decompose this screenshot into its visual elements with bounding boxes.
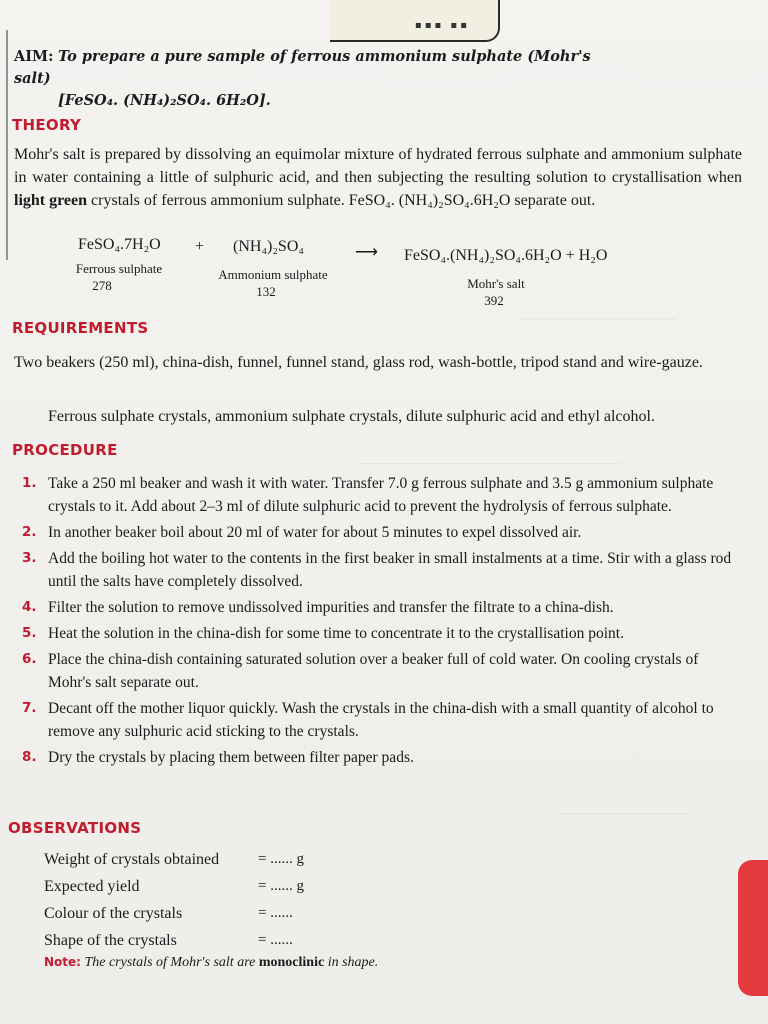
reactant2-name: Ammonium sulphate	[218, 267, 328, 282]
reactant1-name: Ferrous sulphate	[75, 261, 163, 276]
observation-row	[44, 900, 384, 927]
procedure-step	[22, 596, 738, 619]
observation-row	[44, 846, 384, 873]
step-text: Dry the crystals by placing them between filter paper pads.	[48, 749, 414, 766]
aim-block	[14, 46, 614, 112]
procedure-step	[22, 648, 738, 694]
procedure-step	[22, 472, 738, 518]
bleed-through-decoration: ————————————	[520, 310, 676, 325]
theory-heading: THEORY	[12, 116, 82, 134]
step-number: 1.	[22, 475, 37, 491]
observation-label: Shape of the crystals	[44, 931, 177, 949]
procedure-step	[22, 622, 738, 645]
reactant1-mass: 278	[92, 278, 112, 293]
reactant-ferrous-sulphate: FeSO₄.7H₂O	[78, 236, 161, 253]
product-formula: FeSO₄.(NH₄)₂SO₄.6H₂O + H₂O	[404, 247, 608, 264]
step-text: Take a 250 ml beaker and wash it with water. Transfer 7.0 g ferrous sulphate and 3.5 g ammonium sulphate crystals to it. Add about 2–3 ml of dilute sulphuric acid to prevent the hydrolysis of ferrous sulphate.	[48, 475, 714, 515]
aim-formula: [FeSO₄. (NH₄)₂SO₄. 6H₂O].	[58, 92, 271, 109]
procedure-step	[22, 547, 738, 593]
step-number: 6.	[22, 651, 37, 667]
ribbon-dots: ▪▪▪ ▪▪	[414, 20, 470, 31]
observation-value: = ...... g	[258, 878, 304, 894]
note-text-part2: in shape.	[327, 955, 379, 970]
note-line	[44, 955, 378, 971]
observation-value: = ...... g	[258, 851, 304, 867]
step-text: Add the boiling hot water to the contents in the first beaker in small instalments at a time. Stir with a glass rod until the salts have completely dissolved.	[48, 550, 732, 590]
step-text: Heat the solution in the china-dish for some time to concentrate it to the crystallisation point.	[48, 625, 624, 642]
observation-row	[44, 927, 384, 954]
step-number: 8.	[22, 749, 37, 765]
page-binding-edge	[6, 30, 8, 260]
observations-table	[44, 846, 384, 954]
theory-text-part2: crystals of ferrous ammonium sulphate. FeSO₄. (NH₄)₂SO₄.6H₂O separate out.	[87, 192, 596, 209]
observation-value: = ......	[258, 905, 293, 921]
step-number: 4.	[22, 599, 37, 615]
observations-heading: OBSERVATIONS	[8, 819, 142, 837]
reactant-ammonium-sulphate: (NH₄)₂SO₄	[233, 238, 304, 255]
observation-row	[44, 873, 384, 900]
requirements-apparatus: Two beakers (250 ml), china-dish, funnel, funnel stand, glass rod, wash-bottle, tripod stand and wire-gauze.	[14, 354, 703, 371]
header-ribbon	[330, 0, 500, 42]
observation-value: = ......	[258, 932, 293, 948]
aim-label: AIM:	[14, 48, 54, 65]
step-number: 5.	[22, 625, 37, 641]
step-number: 2.	[22, 524, 37, 540]
step-number: 3.	[22, 550, 37, 566]
step-number: 7.	[22, 700, 37, 716]
step-text: Decant off the mother liquor quickly. Wash the crystals in the china-dish with a small quantity of alcohol to remove any sulphuric acid sticking to the crystals.	[48, 700, 714, 740]
note-bold-word: monoclinic	[258, 955, 325, 970]
observation-label: Colour of the crystals	[44, 904, 183, 922]
note-text-part1: The crystals of Mohr's salt are	[84, 955, 256, 970]
procedure-heading: PROCEDURE	[12, 441, 118, 459]
theory-text-part1: Mohr's salt is prepared by dissolving an equimolar mixture of hydrated ferrous sulphate and ammonium sulphate in water containing a little of sulphuric acid, and then subjecting the resulting solution to crystallisation when	[14, 146, 742, 186]
theory-paragraph	[14, 143, 742, 212]
procedure-step	[22, 521, 738, 544]
observation-label: Weight of crystals obtained	[44, 850, 220, 868]
note-label: Note:	[44, 955, 81, 969]
observation-label: Expected yield	[44, 877, 140, 895]
plus-sign: +	[195, 238, 205, 255]
step-text: Filter the solution to remove undissolved impurities and transfer the filtrate to a china-dish.	[48, 599, 614, 616]
product-mass: 392	[484, 293, 504, 308]
bleed-through-decoration: ————————————————————	[360, 455, 620, 470]
procedure-step	[22, 746, 738, 769]
procedure-step	[22, 697, 738, 743]
reaction-arrow: ⟶	[355, 244, 378, 261]
aim-text: To prepare a pure sample of ferrous ammonium sulphate (Mohr's salt)	[14, 48, 591, 87]
procedure-steps	[22, 472, 738, 772]
step-text: In another beaker boil about 20 ml of water for about 5 minutes to expel dissolved air.	[48, 524, 582, 541]
chapter-edge-tab	[738, 860, 768, 996]
bleed-through-decoration: ——————————	[560, 805, 690, 820]
reactant2-mass: 132	[256, 284, 276, 299]
theory-bold-phrase: light green	[14, 192, 88, 209]
requirements-heading: REQUIREMENTS	[12, 319, 149, 337]
product-name: Mohr's salt	[467, 276, 525, 291]
requirements-chemicals: Ferrous sulphate crystals, ammonium sulphate crystals, dilute sulphuric acid and ethyl alcohol.	[48, 408, 655, 425]
step-text: Place the china-dish containing saturated solution over a beaker full of cold water. On cooling crystals of Mohr's salt separate out.	[48, 651, 699, 691]
